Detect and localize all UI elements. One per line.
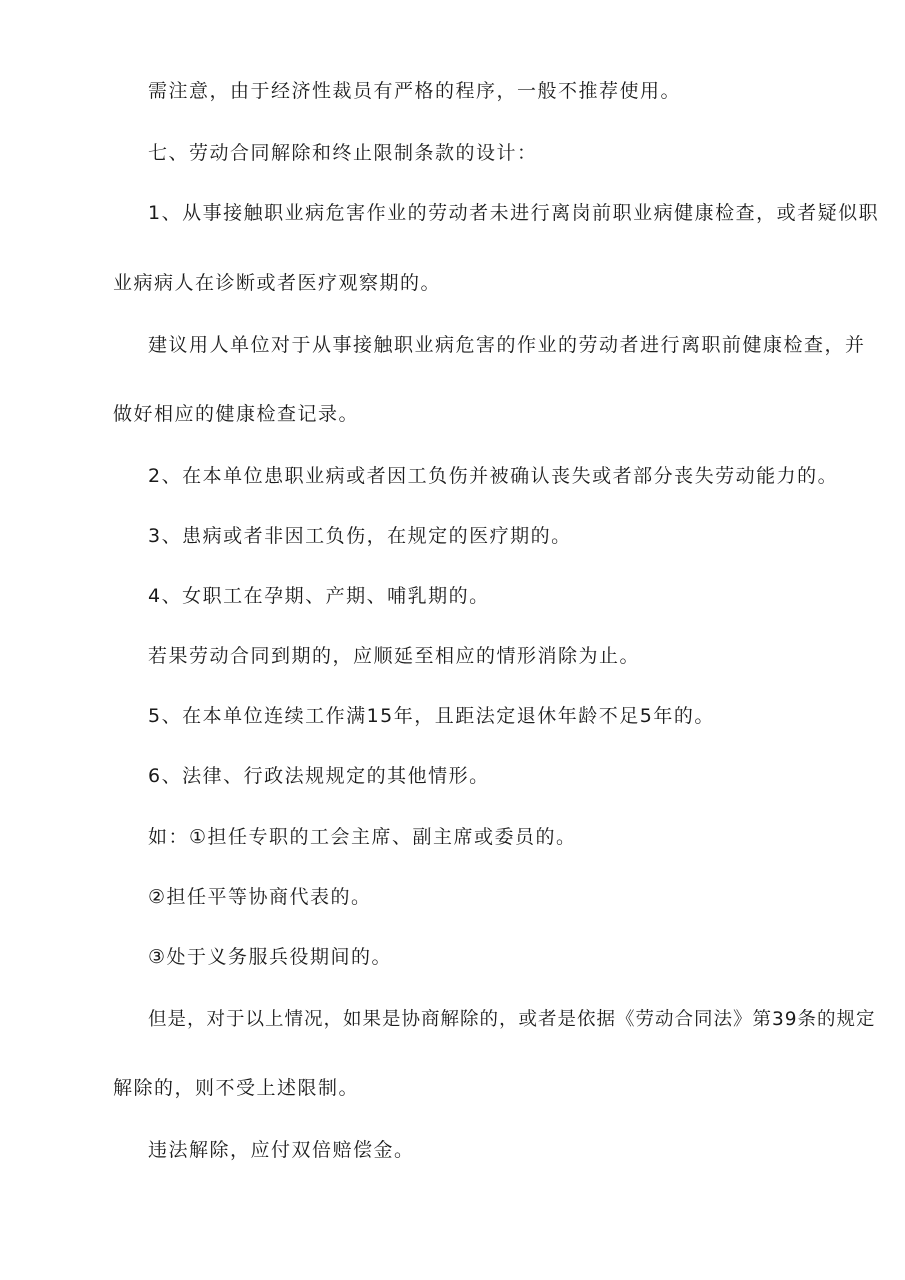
paragraph-line: 5、在本单位连续工作满15年，且距法定退休年龄不足5年的。 bbox=[148, 705, 715, 727]
paragraph-line: 4、女职工在孕期、产期、哺乳期的。 bbox=[148, 585, 490, 607]
paragraph-line: 2、在本单位患职业病或者因工负伤并被确认丧失或者部分丧失劳动能力的。 bbox=[148, 465, 839, 487]
paragraph-line: 3、患病或者非因工负伤，在规定的医疗期的。 bbox=[148, 525, 572, 547]
paragraph-line: 需注意，由于经济性裁员有严格的程序，一般不推荐使用。 bbox=[148, 80, 682, 102]
paragraph-line: 建议用人单位对于从事接触职业病危害的作业的劳动者进行离职前健康检查，并 bbox=[148, 334, 866, 356]
paragraph-line: 违法解除，应付双倍赔偿金。 bbox=[148, 1139, 415, 1161]
paragraph-line: ③处于义务服兵役期间的。 bbox=[148, 946, 393, 968]
section-heading: 七、劳动合同解除和终止限制条款的设计： bbox=[148, 142, 538, 164]
paragraph-line: 如：①担任专职的工会主席、副主席或委员的。 bbox=[148, 826, 577, 848]
paragraph-line: 若果劳动合同到期的，应顺延至相应的情形消除为止。 bbox=[148, 645, 641, 667]
paragraph-line: 1、从事接触职业病危害作业的劳动者未进行离岗前职业病健康检查，或者疑似职 bbox=[148, 202, 880, 224]
paragraph-line: 做好相应的健康检查记录。 bbox=[113, 403, 360, 425]
paragraph-line: 6、法律、行政法规规定的其他情形。 bbox=[148, 765, 490, 787]
paragraph-line: ②担任平等协商代表的。 bbox=[148, 886, 372, 908]
paragraph-line: 但是，对于以上情况，如果是协商解除的，或者是依据《劳动合同法》第39条的规定 bbox=[148, 1009, 876, 1030]
paragraph-line: 解除的，则不受上述限制。 bbox=[113, 1077, 360, 1099]
paragraph-line: 业病病人在诊断或者医疗观察期的。 bbox=[113, 272, 442, 294]
